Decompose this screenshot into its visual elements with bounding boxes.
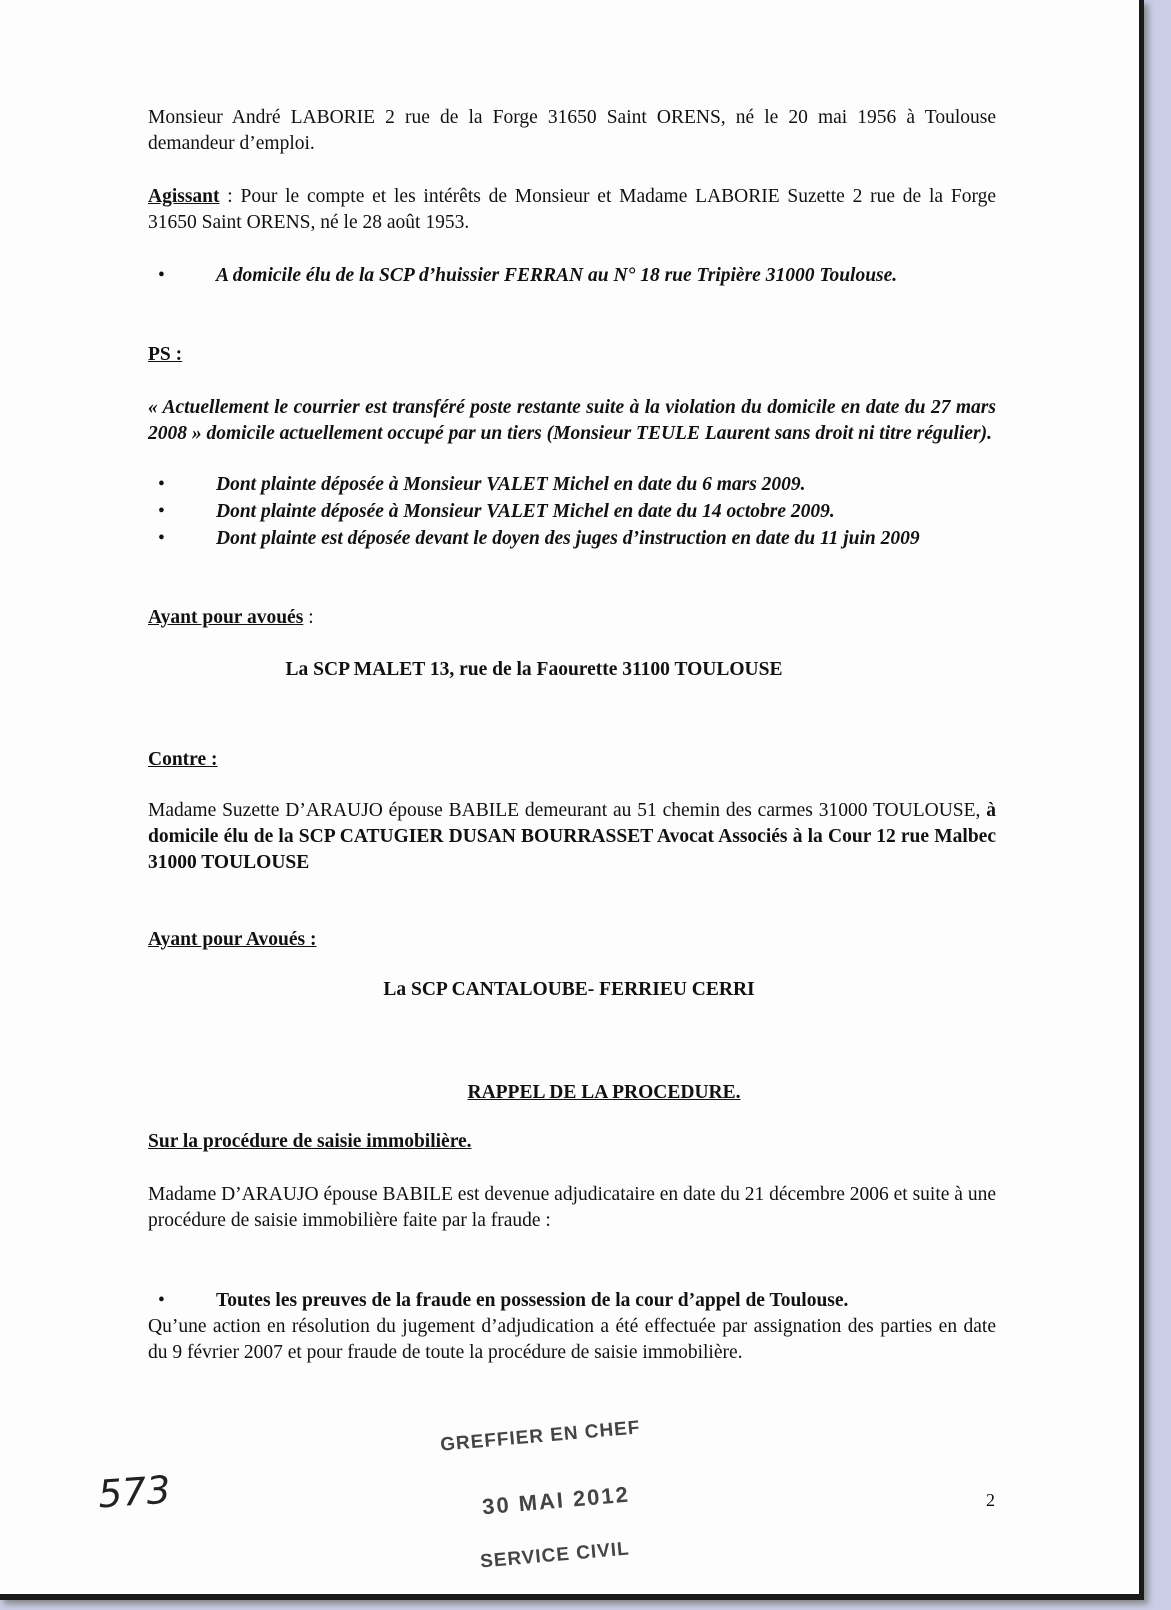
stamp-greffier: GREFFIER EN CHEF — [439, 1417, 642, 1456]
ps-bullet-list — [148, 471, 996, 552]
plaintiff-paragraph: Monsieur André LABORIE 2 rue de la Forge 31650 Saint ORENS, né le 20 mai 1956 à Toulouse demandeur d’emploi. — [148, 107, 996, 154]
handwritten-number: 573 — [96, 1467, 172, 1517]
stamp-service: SERVICE CIVIL — [479, 1538, 631, 1573]
avoues-name-1: La SCP MALET 13, rue de la Faourette 31100 TOULOUSE — [285, 659, 783, 680]
avoues-heading-2: Ayant pour Avoués : — [148, 929, 317, 950]
avoues-label: Ayant pour avoués — [148, 607, 304, 628]
saisie-heading: Sur la procédure de saisie immobilière. — [148, 1131, 472, 1152]
agissant-paragraph — [148, 184, 996, 236]
stamp-date: 30 MAI 2012 — [481, 1481, 631, 1520]
ps-bullet: • Dont plainte déposée à Monsieur VALET Michel en date du 14 octobre 2009. — [148, 498, 996, 525]
final-paragraph: Qu’une action en résolution du jugement d’adjudication a été effectuée par assignation des parties en date du 9 février 2007 et pour fraude de toute la procédure de saisie immobilière. — [148, 1316, 996, 1363]
agissant-text: : Pour le compte et les intérêts de Monsieur et Madame LABORIE Suzette 2 rue de la Forge 31650 Saint ORENS, né le 28 août 1953. — [148, 186, 996, 233]
contre-domicile: à domicile élu de la SCP CATUGIER DUSAN BOURRASSET Avocat Associés à la Cour 12 rue Malbec 31000 TOULOUSE — [148, 800, 996, 873]
contre-paragraph — [148, 798, 996, 876]
rappel-title: RAPPEL DE LA PROCEDURE. — [467, 1082, 741, 1103]
saisie-paragraph: Madame D’ARAUJO épouse BABILE est devenue adjudicataire en date du 21 décembre 2006 et suite à une procédure de saisie immobilière faite par la fraude : — [148, 1184, 996, 1231]
contre-label: Contre : — [148, 749, 218, 770]
ps-text: « Actuellement le courrier est transféré poste restante suite à la violation du domicile en date du 27 mars 2008 » domicile actuellement occupé par un tiers (Monsieur TEULE Laurent sans droit ni titre régulier). — [148, 397, 996, 444]
page-number: 2 — [986, 1490, 995, 1510]
avoues-name-2: La SCP CANTALOUBE- FERRIEU CERRI — [383, 979, 755, 1000]
agissant-label: Agissant — [148, 186, 220, 207]
ps-label: PS : — [148, 344, 183, 365]
avoues-colon: : — [303, 607, 314, 628]
contre-text: Madame Suzette D’ARAUJO épouse BABILE demeurant au 51 chemin des carmes 31000 TOULOUSE, — [148, 800, 987, 821]
ps-bullet: • Dont plainte déposée à Monsieur VALET Michel en date du 6 mars 2009. — [148, 471, 996, 498]
avoues-heading-1 — [148, 605, 996, 631]
domicile-bullet: • A domicile élu de la SCP d’huissier FERRAN au N° 18 rue Tripière 31000 Toulouse. — [148, 263, 1064, 289]
ps-bullet: • Dont plainte est déposée devant le doyen des juges d’instruction en date du 11 juin 2009 — [148, 525, 996, 552]
saisie-bullet: • Toutes les preuves de la fraude en possession de la cour d’appel de Toulouse. — [148, 1288, 1064, 1314]
